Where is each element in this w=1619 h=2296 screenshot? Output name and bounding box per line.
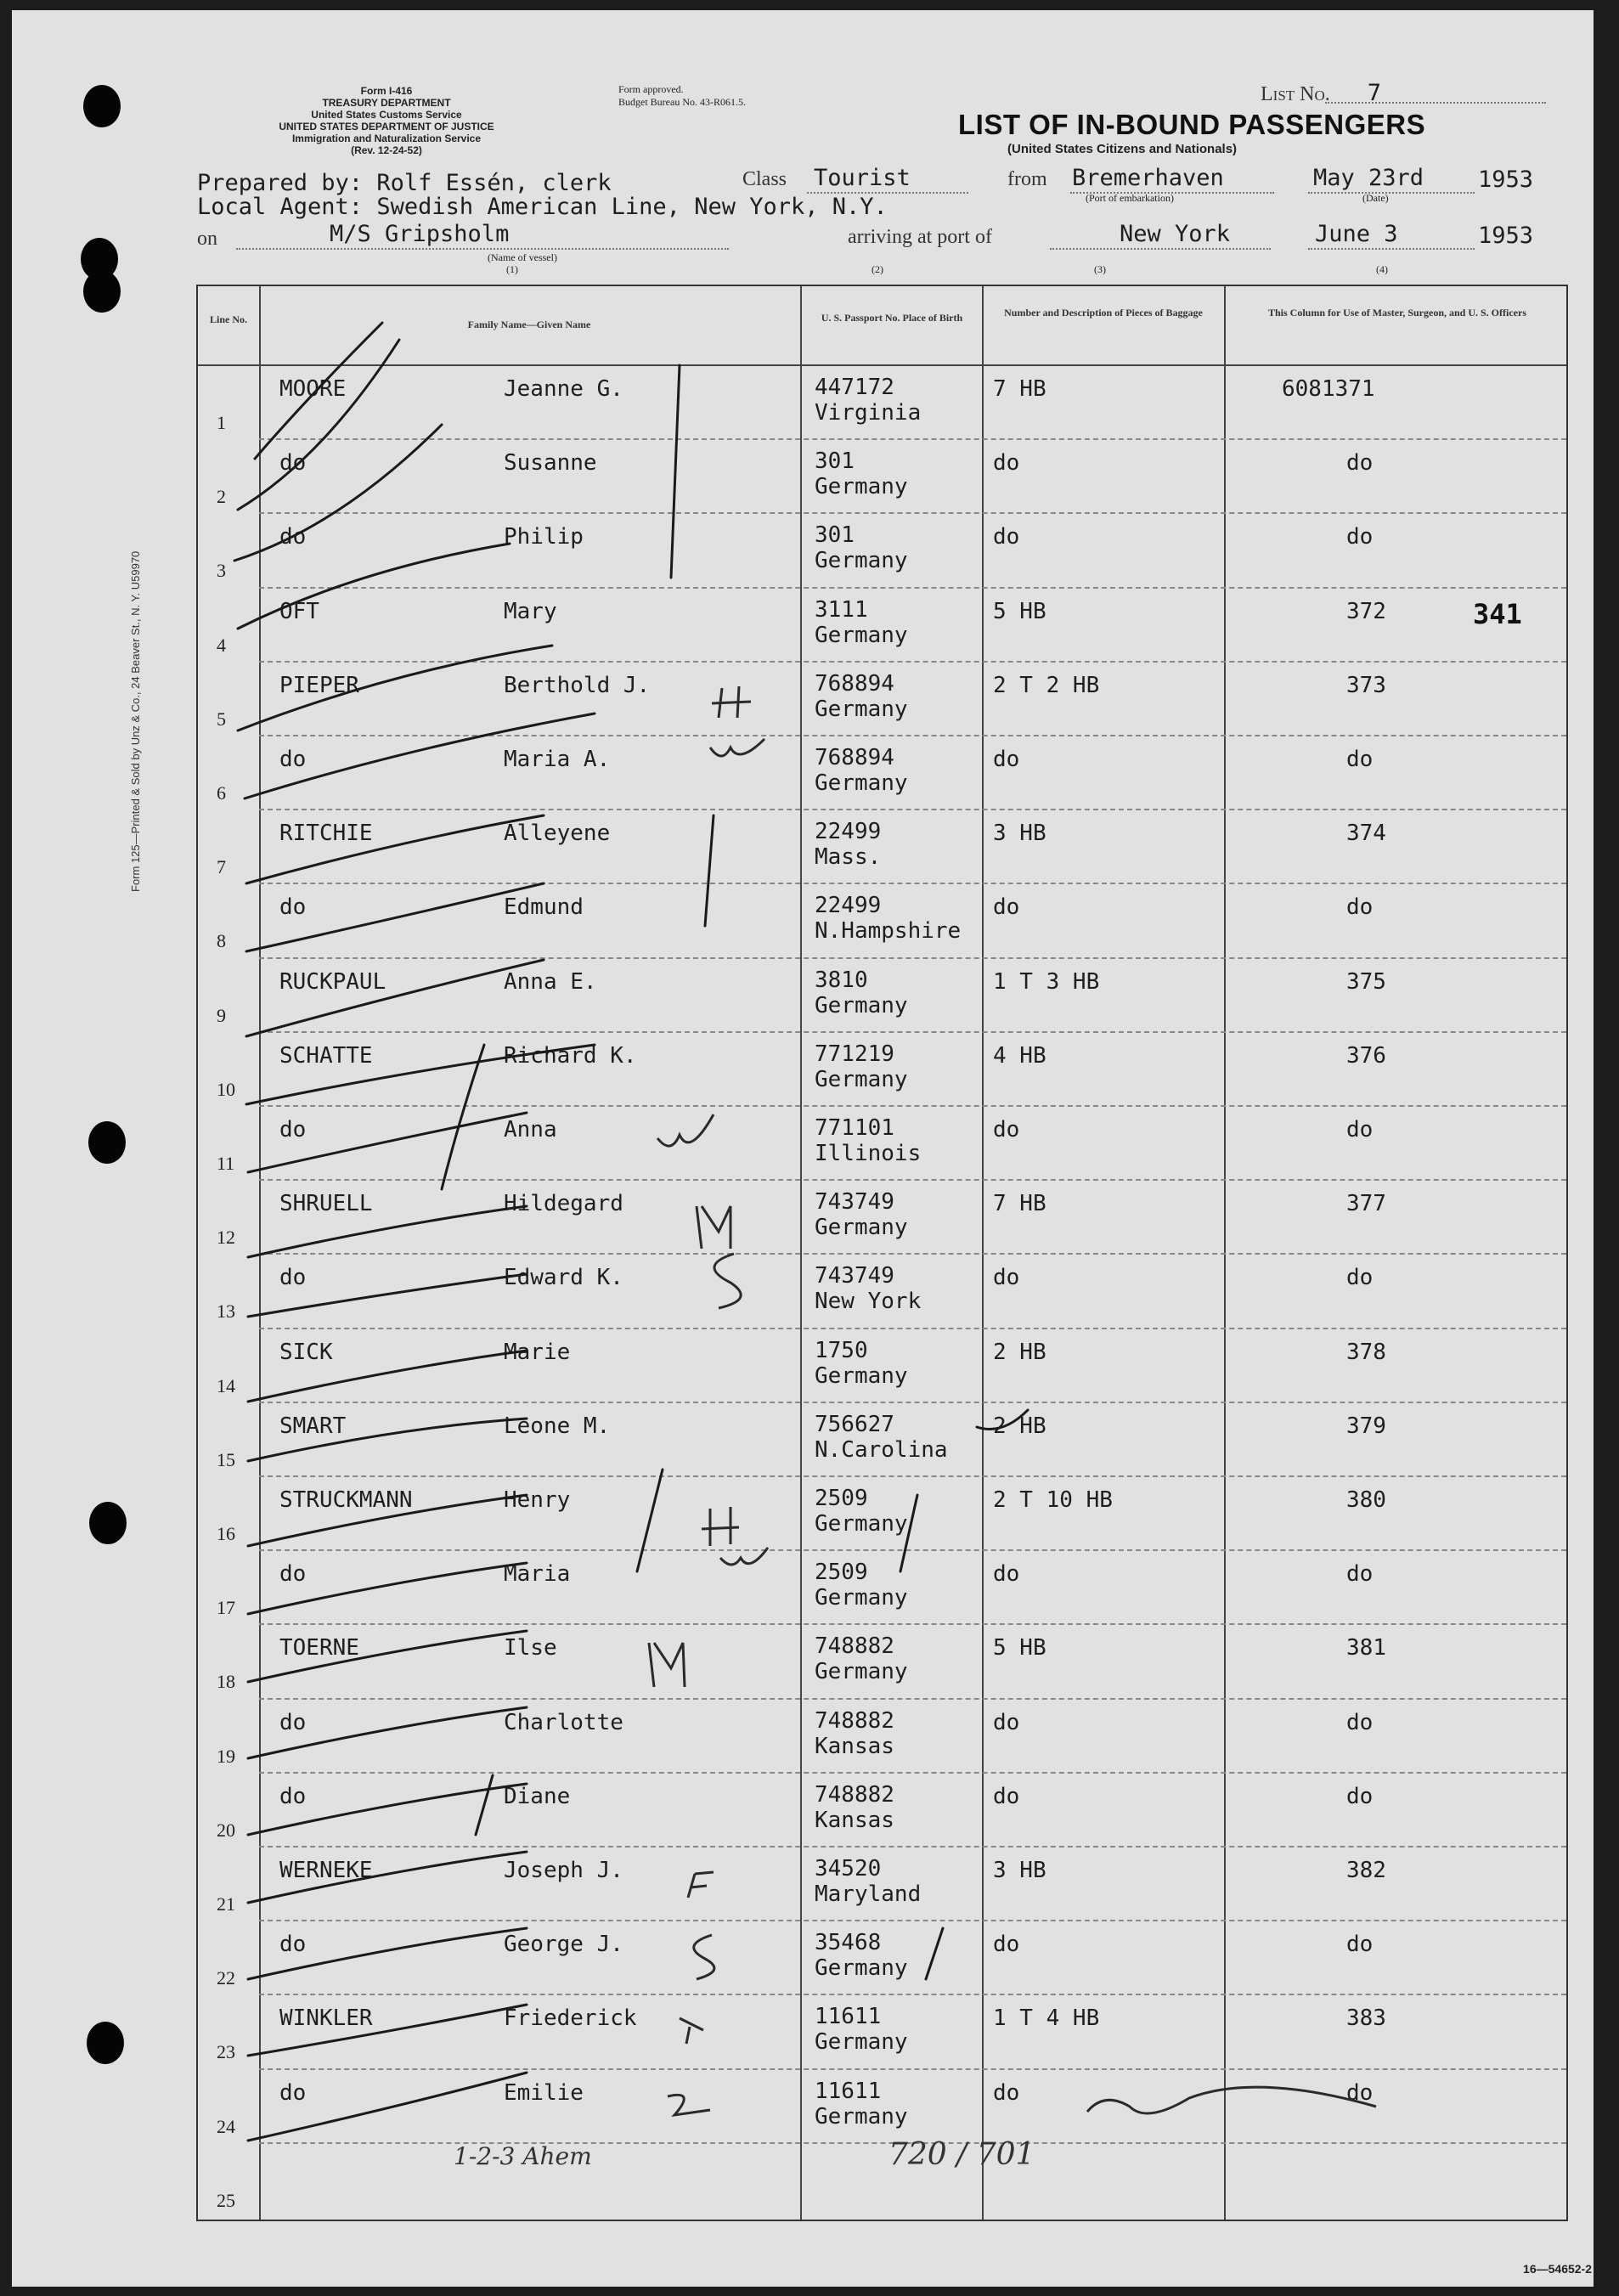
vessel-caption: (Name of vessel) xyxy=(488,251,557,263)
passport-number: 11611 xyxy=(815,2078,882,2104)
passport-number: 34520 xyxy=(815,1856,882,1881)
row-divider xyxy=(259,809,1566,810)
baggage: 2 HB xyxy=(993,1339,1046,1365)
place-of-birth: Germany xyxy=(815,770,908,796)
baggage: do xyxy=(993,1561,1020,1588)
passport-number: 1750 xyxy=(815,1337,868,1363)
list-no-value: 7 xyxy=(1367,80,1382,106)
place-of-birth: Kansas xyxy=(815,1807,894,1833)
given-name: Anna xyxy=(504,1117,557,1142)
on-label: on xyxy=(197,228,217,250)
baggage: 2 T 2 HB xyxy=(993,672,1100,698)
row-line-number: 12 xyxy=(217,1227,235,1249)
given-name: Leone M. xyxy=(504,1413,611,1439)
row-divider xyxy=(259,1328,1566,1329)
passport-number: 22499 xyxy=(815,893,882,919)
baggage: 5 HB xyxy=(993,1635,1046,1661)
form-approved: Form approved. xyxy=(618,83,684,95)
given-name: Susanne xyxy=(504,450,597,477)
family-name: do xyxy=(279,2079,307,2106)
row-line-number: 8 xyxy=(217,930,226,952)
given-name: Berthold J. xyxy=(504,672,651,698)
family-name: do xyxy=(279,894,307,921)
col-baggage: Number and Description of Pieces of Baggage xyxy=(1004,307,1203,319)
punch-hole xyxy=(83,270,121,313)
form-id-block xyxy=(195,85,578,156)
given-name: Mary xyxy=(504,598,557,624)
officer-column: do xyxy=(1346,1561,1374,1588)
row-divider xyxy=(259,1698,1566,1700)
officer-column: 373 xyxy=(1346,672,1386,698)
baggage: 7 HB xyxy=(993,376,1046,402)
family-name: SICK xyxy=(279,1339,333,1365)
place-of-birth: Germany xyxy=(815,474,908,500)
form-number: Form I-416 xyxy=(360,85,413,97)
officer-column: 6081371 xyxy=(1282,376,1375,402)
row-divider xyxy=(259,1179,1566,1181)
col-passport: U. S. Passport No. Place of Birth xyxy=(821,312,963,324)
stamp-341: 341 xyxy=(1473,598,1522,630)
given-name: Emilie xyxy=(504,2079,584,2106)
arrival-date: June 3 xyxy=(1315,221,1398,247)
passport-number: 771101 xyxy=(815,1115,894,1141)
row-divider xyxy=(259,2068,1566,2070)
row-divider xyxy=(259,1623,1566,1625)
officer-column: 383 xyxy=(1346,2005,1386,2032)
family-name: SCHATTE xyxy=(279,1042,373,1069)
arrival-date-dots xyxy=(1308,248,1475,250)
family-name: RUCKPAUL xyxy=(279,968,386,995)
from-value: Bremerhaven xyxy=(1072,165,1224,191)
col-name: Family Name—Given Name xyxy=(467,319,591,330)
port-embarkation-caption: (Port of embarkation) xyxy=(1086,192,1174,204)
officer-column: 375 xyxy=(1346,968,1386,995)
handwritten-note-left: 1-2-3 Ahem xyxy=(454,2142,592,2170)
customs-service: United States Customs Service xyxy=(311,109,462,121)
place-of-birth: Germany xyxy=(815,1066,908,1092)
row-line-number: 25 xyxy=(217,2189,235,2211)
row-divider xyxy=(259,1031,1566,1033)
given-name: Maria A. xyxy=(504,747,611,772)
family-name: do xyxy=(279,1783,307,1809)
baggage: 4 HB xyxy=(993,1042,1046,1069)
officer-column: 380 xyxy=(1346,1487,1386,1513)
baggage: 3 HB xyxy=(993,1858,1046,1883)
departure-date: May 23rd xyxy=(1313,165,1424,191)
row-divider xyxy=(259,735,1566,736)
row-line-number: 20 xyxy=(217,1819,235,1841)
row-line-number: 7 xyxy=(217,856,226,878)
baggage: do xyxy=(993,1783,1020,1809)
family-name: WINKLER xyxy=(279,2005,373,2032)
row-line-number: 5 xyxy=(217,708,226,730)
passport-number: 771219 xyxy=(815,1041,894,1067)
header-divider xyxy=(198,364,1566,366)
family-name: SHRUELL xyxy=(279,1191,373,1217)
family-name: do xyxy=(279,524,307,550)
officer-column: do xyxy=(1346,1709,1374,1735)
vessel-dots xyxy=(236,248,729,250)
officer-column: do xyxy=(1346,2079,1374,2106)
row-line-number: 10 xyxy=(217,1078,235,1100)
place-of-birth: N.Hampshire xyxy=(815,918,962,945)
given-name: Joseph J. xyxy=(504,1858,623,1883)
family-name: WERNEKE xyxy=(279,1858,373,1883)
row-divider xyxy=(259,957,1566,959)
officer-column: do xyxy=(1346,894,1374,921)
row-line-number: 3 xyxy=(217,560,226,582)
passport-number: 3810 xyxy=(815,967,868,993)
row-line-number: 17 xyxy=(217,1597,235,1619)
row-divider xyxy=(259,438,1566,440)
approval-block xyxy=(618,83,746,109)
row-line-number: 1 xyxy=(217,412,226,433)
punch-hole xyxy=(83,85,121,127)
punch-hole xyxy=(88,1121,126,1164)
printer-imprint: Form 125—Printed & Sold by Unz & Co., 24 Beaver St., N. Y. U59970 xyxy=(129,550,142,892)
passport-number: 11611 xyxy=(815,2004,882,2030)
place-of-birth: Germany xyxy=(815,548,908,574)
list-no-dots xyxy=(1325,102,1546,104)
officer-column: 372 xyxy=(1346,598,1386,624)
vessel-name: M/S Gripsholm xyxy=(330,221,510,247)
row-line-number: 14 xyxy=(217,1374,235,1396)
place-of-birth: New York xyxy=(815,1289,922,1315)
given-name: Edward K. xyxy=(504,1265,623,1291)
officer-column: do xyxy=(1346,450,1374,477)
arrival-port: New York xyxy=(1120,221,1231,247)
footer-code: 16—54652-2 xyxy=(1523,2262,1592,2276)
place-of-birth: Germany xyxy=(815,1955,908,1982)
given-name: Philip xyxy=(504,524,584,550)
given-name: Charlotte xyxy=(504,1709,623,1735)
row-divider xyxy=(259,661,1566,663)
family-name: do xyxy=(279,1265,307,1291)
local-agent: Local Agent: Swedish American Line, New York, N.Y. xyxy=(197,194,888,220)
col-line-no: Line No. xyxy=(209,313,247,325)
budget-bureau: Budget Bureau No. 43-R061.5. xyxy=(618,96,746,108)
row-line-number: 15 xyxy=(217,1448,235,1470)
place-of-birth: Germany xyxy=(815,1511,908,1537)
family-name: do xyxy=(279,1709,307,1735)
baggage: 1 T 4 HB xyxy=(993,2005,1100,2032)
place-of-birth: Illinois xyxy=(815,1141,922,1166)
baggage: do xyxy=(993,450,1020,477)
family-name: TOERNE xyxy=(279,1635,359,1661)
list-no-label: List No. xyxy=(1261,83,1330,105)
family-name: SMART xyxy=(279,1413,347,1439)
treasury-dept: TREASURY DEPARTMENT xyxy=(322,97,451,109)
page-title: LIST OF IN-BOUND PASSENGERS xyxy=(958,109,1426,140)
officer-column: do xyxy=(1346,1932,1374,1958)
baggage: 3 HB xyxy=(993,821,1046,847)
family-name: do xyxy=(279,1932,307,1958)
family-name: do xyxy=(279,747,307,772)
row-divider xyxy=(259,1475,1566,1477)
officer-column: 379 xyxy=(1346,1413,1386,1439)
row-divider xyxy=(259,1846,1566,1848)
punch-hole xyxy=(89,1502,127,1544)
baggage: 1 T 3 HB xyxy=(993,968,1100,995)
passport-number: 301 xyxy=(815,522,855,549)
row-line-number: 19 xyxy=(217,1745,235,1767)
family-name: MOORE xyxy=(279,376,347,402)
passport-number: 2509 xyxy=(815,1560,868,1586)
baggage: do xyxy=(993,1932,1020,1958)
place-of-birth: Virginia xyxy=(815,400,922,426)
passport-number: 447172 xyxy=(815,375,894,400)
prepared-by: Prepared by: Rolf Essén, clerk xyxy=(197,170,612,196)
officer-column: 381 xyxy=(1346,1635,1386,1661)
row-divider xyxy=(259,1253,1566,1255)
row-divider xyxy=(259,1920,1566,1921)
place-of-birth: Germany xyxy=(815,1659,908,1685)
passport-number: 748882 xyxy=(815,1633,894,1660)
place-of-birth: Germany xyxy=(815,622,908,648)
given-name: Alleyene xyxy=(504,821,611,847)
passport-number: 768894 xyxy=(815,745,894,770)
baggage: do xyxy=(993,1265,1020,1291)
class-value: Tourist xyxy=(814,165,911,191)
baggage: 7 HB xyxy=(993,1191,1046,1217)
row-line-number: 22 xyxy=(217,1967,235,1989)
passport-number: 743749 xyxy=(815,1263,894,1289)
given-name: George J. xyxy=(504,1932,623,1958)
date-caption: (Date) xyxy=(1362,192,1389,204)
baggage: do xyxy=(993,1117,1020,1142)
given-name: Anna E. xyxy=(504,968,597,995)
place-of-birth: Germany xyxy=(815,2029,908,2056)
place-of-birth: Germany xyxy=(815,1585,908,1611)
passport-number: 35468 xyxy=(815,1930,882,1956)
family-name: do xyxy=(279,1561,307,1588)
date-dots xyxy=(1308,192,1475,194)
given-name: Hildegard xyxy=(504,1191,623,1217)
given-name: Henry xyxy=(504,1487,571,1513)
caption-4: (4) xyxy=(1376,263,1388,275)
family-name: do xyxy=(279,1117,307,1142)
passport-number: 22499 xyxy=(815,819,882,845)
col-officers: This Column for Use of Master, Surgeon, and U. S. Officers xyxy=(1267,307,1526,319)
officer-column: 382 xyxy=(1346,1858,1386,1883)
given-name: Richard K. xyxy=(504,1042,637,1069)
passport-number: 3111 xyxy=(815,596,868,623)
row-line-number: 4 xyxy=(217,634,226,656)
officer-column: 374 xyxy=(1346,821,1386,847)
passport-number: 748882 xyxy=(815,1707,894,1734)
revision: (Rev. 12-24-52) xyxy=(351,144,422,156)
ins-service: Immigration and Naturalization Service xyxy=(291,133,482,144)
officer-column: do xyxy=(1346,1265,1374,1291)
given-name: Maria xyxy=(504,1561,571,1588)
passport-number: 748882 xyxy=(815,1781,894,1808)
family-name: do xyxy=(279,450,307,477)
row-line-number: 13 xyxy=(217,1300,235,1323)
row-line-number: 18 xyxy=(217,1671,235,1693)
caption-1: (1) xyxy=(506,263,518,275)
place-of-birth: Germany xyxy=(815,1215,908,1241)
passport-number: 768894 xyxy=(815,670,894,697)
arriving-label: arriving at port of xyxy=(848,226,992,248)
baggage: 2 HB xyxy=(993,1413,1046,1439)
caption-3: (3) xyxy=(1094,263,1106,275)
family-name: OFT xyxy=(279,598,319,624)
row-divider xyxy=(259,1402,1566,1403)
row-divider xyxy=(259,1772,1566,1774)
officer-column: 377 xyxy=(1346,1191,1386,1217)
row-line-number: 24 xyxy=(217,2115,235,2137)
baggage: 2 T 10 HB xyxy=(993,1487,1113,1513)
baggage: 5 HB xyxy=(993,598,1046,624)
row-line-number: 2 xyxy=(217,486,226,508)
row-line-number: 21 xyxy=(217,1893,235,1915)
officer-column: do xyxy=(1346,747,1374,772)
officer-column: do xyxy=(1346,524,1374,550)
officer-column: 376 xyxy=(1346,1042,1386,1069)
row-line-number: 6 xyxy=(217,782,226,804)
family-name: STRUCKMANN xyxy=(279,1487,413,1513)
given-name: Friederick xyxy=(504,2005,637,2032)
punch-hole xyxy=(87,2022,124,2064)
place-of-birth: Germany xyxy=(815,696,908,722)
given-name: Diane xyxy=(504,1783,571,1809)
baggage: do xyxy=(993,1709,1020,1735)
port-dots xyxy=(1050,248,1271,250)
departure-year: 1953 xyxy=(1478,166,1534,193)
place-of-birth: Maryland xyxy=(815,1881,922,1907)
row-divider xyxy=(259,512,1566,514)
officer-column: 378 xyxy=(1346,1339,1386,1365)
passport-number: 2509 xyxy=(815,1486,868,1511)
row-divider xyxy=(259,883,1566,884)
passport-number: 756627 xyxy=(815,1411,894,1437)
place-of-birth: Germany xyxy=(815,1362,908,1389)
row-divider xyxy=(259,1549,1566,1551)
row-line-number: 9 xyxy=(217,1004,226,1026)
place-of-birth: N.Carolina xyxy=(815,1436,948,1463)
baggage: do xyxy=(993,524,1020,550)
row-line-number: 23 xyxy=(217,2041,235,2063)
family-name: RITCHIE xyxy=(279,821,373,847)
row-line-number: 16 xyxy=(217,1523,235,1544)
baggage: do xyxy=(993,747,1020,772)
given-name: Ilse xyxy=(504,1635,557,1661)
row-divider xyxy=(259,587,1566,589)
handwritten-note-mid: 720 / 701 xyxy=(888,2137,1035,2172)
page-subtitle: (United States Citizens and Nationals) xyxy=(1007,142,1238,156)
passport-number: 743749 xyxy=(815,1189,894,1216)
justice-dept: UNITED STATES DEPARTMENT OF JUSTICE xyxy=(279,121,494,133)
given-name: Edmund xyxy=(504,894,584,921)
arrival-year: 1953 xyxy=(1478,223,1534,249)
officer-column: do xyxy=(1346,1783,1374,1809)
caption-2: (2) xyxy=(872,263,883,275)
officer-column: do xyxy=(1346,1117,1374,1142)
row-divider xyxy=(259,1105,1566,1107)
from-label: from xyxy=(1007,168,1047,190)
given-name: Marie xyxy=(504,1339,571,1365)
baggage: do xyxy=(993,2079,1020,2106)
family-name: PIEPER xyxy=(279,672,359,698)
row-divider xyxy=(259,1994,1566,1995)
baggage: do xyxy=(993,894,1020,921)
class-label: Class xyxy=(742,168,787,190)
passenger-table xyxy=(196,285,1568,2221)
passport-number: 301 xyxy=(815,448,855,475)
given-name: Jeanne G. xyxy=(504,376,623,402)
row-line-number: 11 xyxy=(217,1153,235,1174)
place-of-birth: Germany xyxy=(815,992,908,1018)
place-of-birth: Mass. xyxy=(815,844,882,871)
place-of-birth: Kansas xyxy=(815,1733,894,1759)
place-of-birth: Germany xyxy=(815,2103,908,2130)
